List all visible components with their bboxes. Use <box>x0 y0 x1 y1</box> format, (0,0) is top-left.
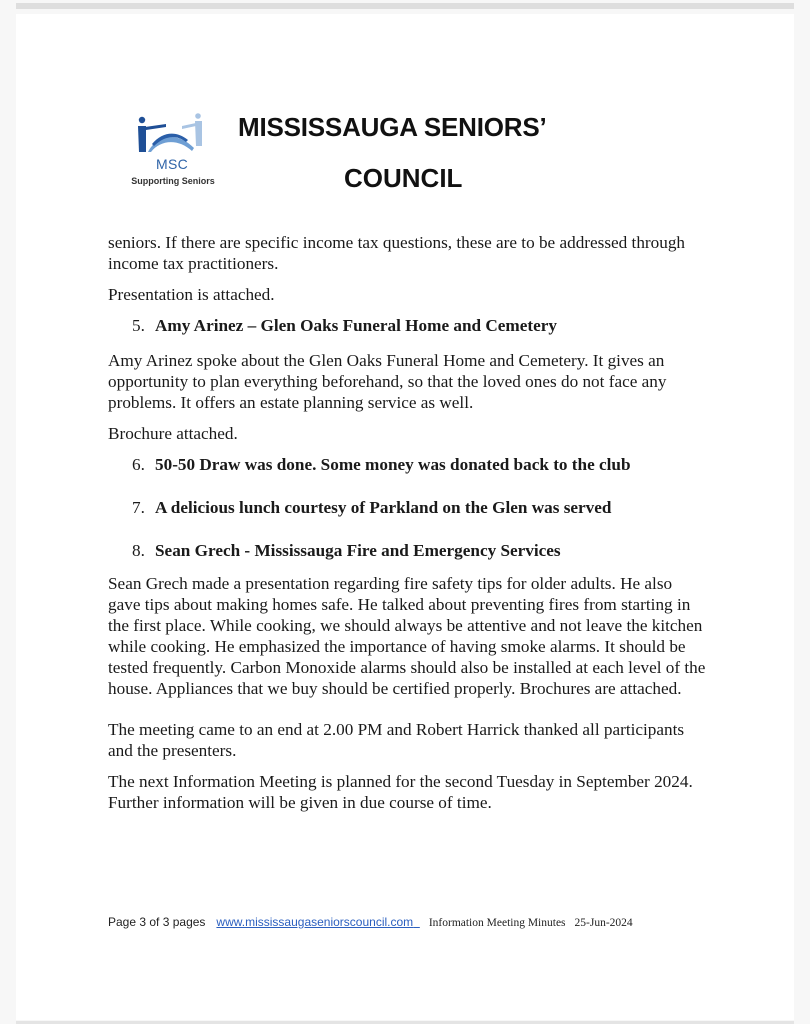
seniors-bridge-logo-icon <box>136 110 208 158</box>
agenda-item-6 <box>108 454 708 475</box>
viewer-top-edge <box>16 3 794 9</box>
page-footer <box>108 915 633 930</box>
agenda-item-heading: 50-50 Draw was done. Some money was donated back to the club <box>155 455 631 474</box>
document-date: 25-Jun-2024 <box>574 917 633 929</box>
agenda-item-5-note: Brochure attached. <box>108 424 238 443</box>
agenda-item-number: 8. <box>132 541 145 560</box>
agenda-item-heading: A delicious lunch courtesy of Parkland on the Glen was served <box>155 498 612 517</box>
page-indicator: Page 3 of 3 pages <box>108 915 206 929</box>
agenda-item-heading: Sean Grech - Mississauga Fire and Emergency Services <box>155 541 561 560</box>
organization-title-line-1: MISSISSAUGA SENIORS’ <box>238 112 547 142</box>
minutes-body <box>108 232 708 823</box>
logo-tagline: Supporting Seniors <box>131 176 215 186</box>
closing-paragraph: The meeting came to an end at 2.00 PM and Robert Harrick thanked all participants and the presenters. <box>108 720 685 760</box>
agenda-item-number: 6. <box>132 455 145 474</box>
agenda-item-number: 7. <box>132 498 145 517</box>
agenda-item-8-paragraph: Sean Grech made a presentation regarding fire safety tips for older adults. He also gave tips about making homes safe. He talked about preventing fires from starting in the first place. While cooking, we should always be attentive and not leave the kitchen while cooking. He emphasized the importance of having smoke alarms. It should be tested frequently. Carbon Monoxide alarms should also be installed at each level of the house. Appliances that we buy should be certified properly. Brochures are attached. <box>108 574 706 698</box>
intro-paragraph: seniors. If there are specific income tax questions, these are to be addressed through income tax practitioners. <box>108 233 686 273</box>
intro-attachment-note: Presentation is attached. <box>108 285 275 304</box>
msc-logo <box>120 110 220 194</box>
agenda-item-7 <box>108 497 708 518</box>
agenda-item-8 <box>108 540 708 561</box>
agenda-item-5 <box>108 315 708 336</box>
organization-title-line-2: COUNCIL <box>344 163 463 193</box>
next-meeting-paragraph: The next Information Meeting is planned for the second Tuesday in September 2024. Further information will be given in due course of time. <box>108 772 693 812</box>
agenda-item-heading: Amy Arinez – Glen Oaks Funeral Home and Cemetery <box>155 316 557 335</box>
website-link[interactable]: www.mississaugaseniorscouncil.com <box>216 915 414 929</box>
logo-abbreviation: MSC <box>155 156 188 172</box>
agenda-item-5-paragraph: Amy Arinez spoke about the Glen Oaks Funeral Home and Cemetery. It gives an opportunity to plan everything beforehand, so that the loved ones do not face any problems. It offers an estate planning service as well. <box>108 351 667 412</box>
agenda-item-number: 5. <box>132 316 145 335</box>
document-name: Information Meeting Minutes <box>428 917 566 929</box>
